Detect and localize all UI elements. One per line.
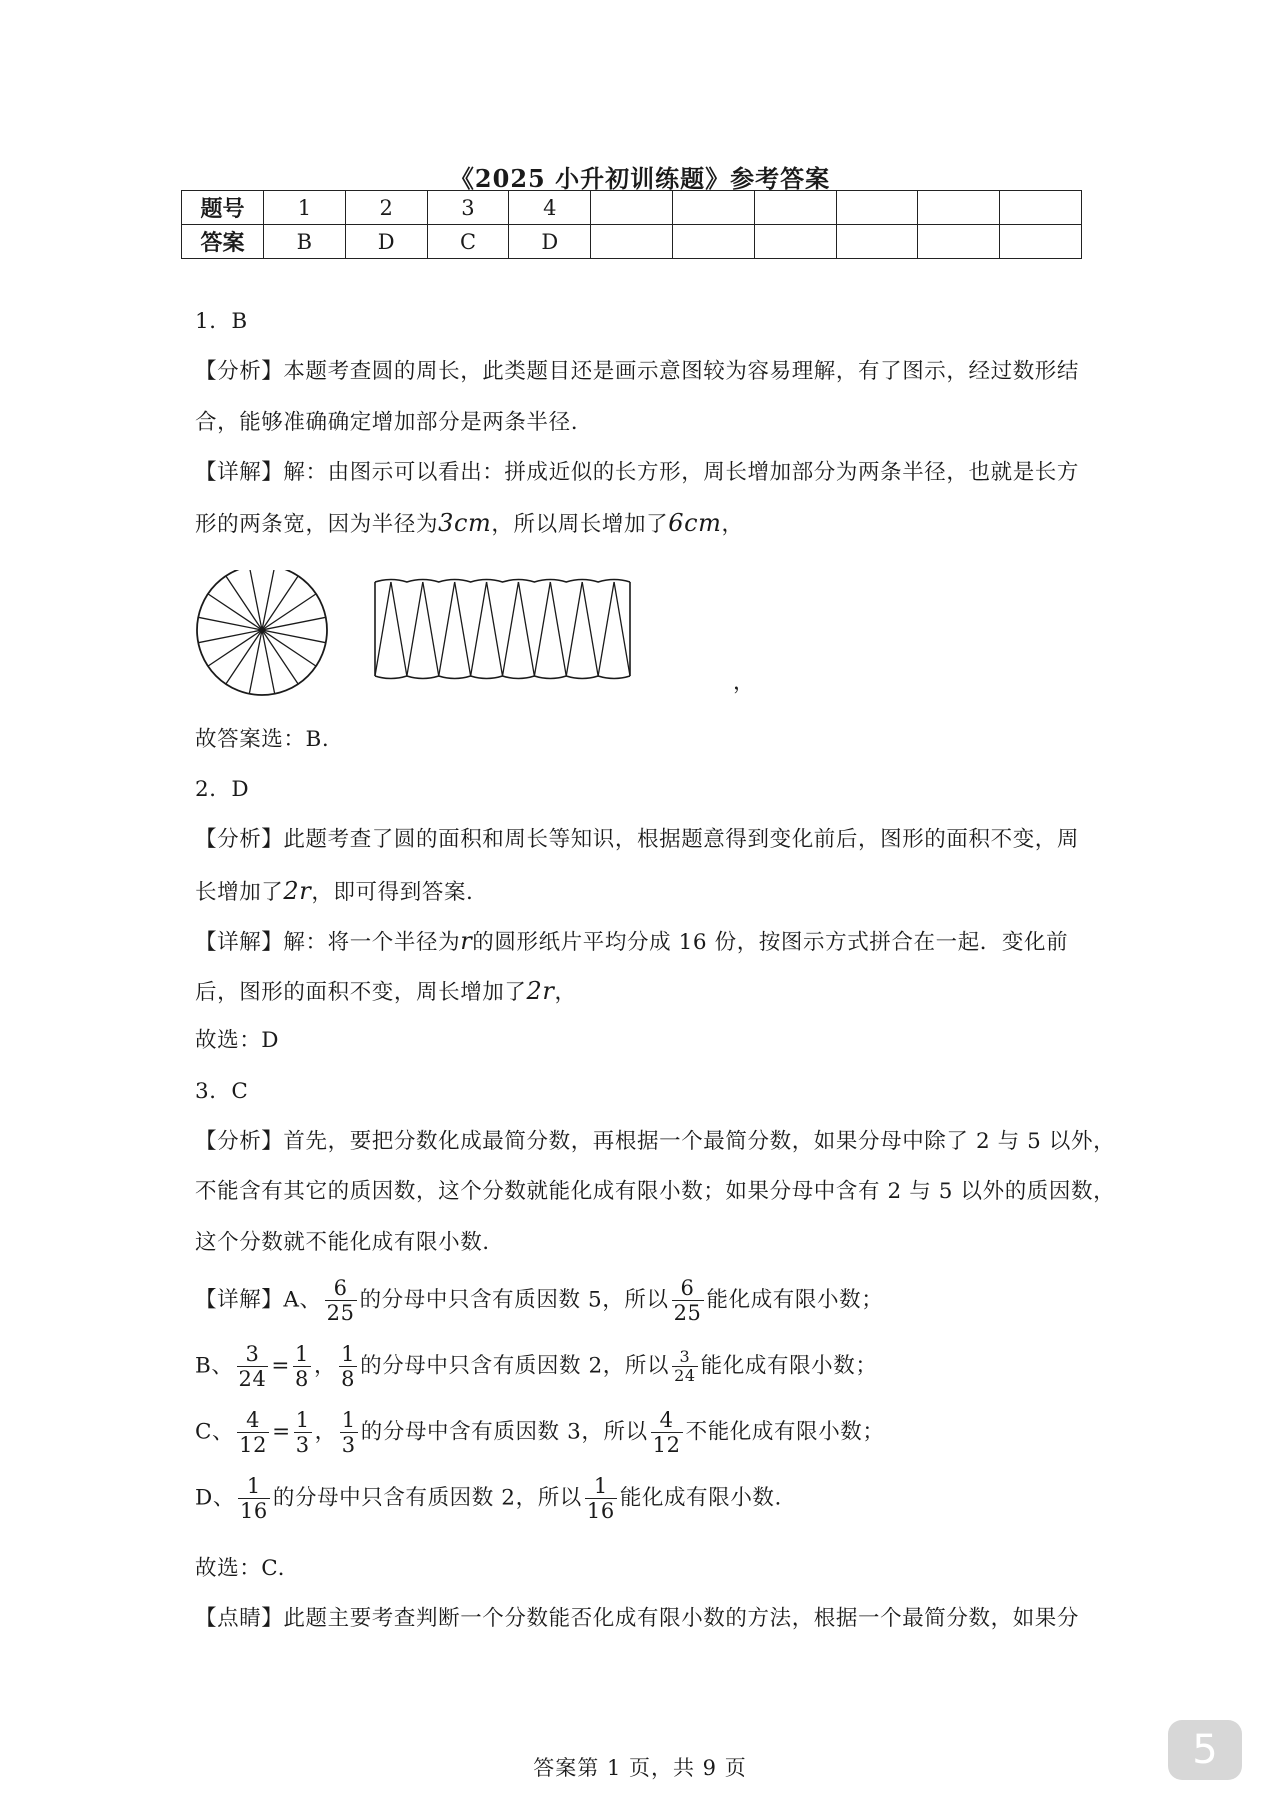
option-text: 能化成有限小数；: [700, 1353, 878, 1379]
numerator: 3: [679, 1347, 691, 1366]
page-number-badge: 5: [1168, 1720, 1242, 1780]
q3-header: 3．C: [195, 1079, 249, 1104]
numerator: 4: [246, 1408, 261, 1432]
sector-edge-line: [518, 582, 534, 676]
fraction: [293, 1342, 311, 1391]
denominator: 24: [238, 1367, 267, 1391]
q3-option-d: [195, 1474, 782, 1523]
figure-trailing-comma: ，: [733, 670, 756, 695]
math-expression: 2r: [283, 877, 312, 905]
option-text: 能化成有限小数；: [706, 1287, 884, 1313]
question-number-cell: [591, 191, 673, 225]
fraction: [651, 1408, 683, 1457]
approximate-rectangle: [375, 580, 630, 679]
equals-sign: =: [272, 1419, 291, 1445]
answer-cell: D: [345, 225, 427, 259]
q1-analysis-line: 【分析】本题考查圆的周长，此类题目还是画示意图较为容易理解，有了图示，经过数形结: [195, 359, 1080, 384]
answer-cell: [591, 225, 673, 259]
sector-edge-line: [487, 582, 503, 676]
row-label: 答案: [182, 225, 264, 259]
answer-cell: B: [264, 225, 346, 259]
q1-detail-text: ，: [721, 512, 744, 537]
q2-detail-line: [195, 976, 577, 1008]
numerator: 1: [246, 1474, 261, 1498]
sector-edge-line: [503, 582, 519, 676]
fraction: [672, 1276, 704, 1325]
radius-value: 3cm: [438, 509, 492, 537]
table-row: [182, 225, 1082, 259]
q2-analysis-line: [195, 876, 474, 908]
math-expression: 2r: [526, 977, 555, 1005]
numerator: 1: [593, 1474, 608, 1498]
sector-edge-line: [391, 582, 407, 676]
math-expression: r: [460, 927, 473, 955]
q3-option-a: [195, 1276, 883, 1325]
row-label: 题号: [182, 191, 264, 225]
numerator: 1: [295, 1342, 310, 1366]
sector-edge-line: [550, 582, 566, 676]
q1-analysis-line: 合，能够准确确定增加部分是两条半径.: [195, 410, 579, 435]
fraction: [339, 1342, 357, 1391]
sector-edge-line: [471, 582, 487, 676]
page-title: 《2025 小升初训练题》参考答案: [449, 164, 831, 193]
fraction: [238, 1474, 270, 1523]
denominator: 25: [326, 1301, 355, 1325]
perimeter-increase-value: 6cm: [668, 509, 722, 537]
answer-cell: [672, 225, 754, 259]
q1-conclusion: 故答案选：B.: [195, 727, 330, 752]
denominator: 8: [341, 1367, 356, 1391]
numerator: 4: [659, 1408, 674, 1432]
option-text: 【详解】A、: [195, 1287, 322, 1313]
q2-conclusion: 故选：D: [195, 1028, 280, 1053]
answer-cell: C: [427, 225, 509, 259]
numerator: 3: [245, 1342, 260, 1366]
q3-analysis-line: 【分析】首先，要把分数化成最简分数，再根据一个最简分数，如果分母中除了 2 与 5 以外，: [195, 1129, 1116, 1154]
sectored-circle: [197, 570, 327, 695]
answer-cell: [836, 225, 918, 259]
q2-detail-text: 的圆形纸片平均分成 16 份，按图示方式拼合在一起．变化前: [472, 930, 1069, 955]
q1-detail-line: [195, 508, 744, 540]
sector-edge-line: [582, 582, 598, 676]
option-text: 的分母中只含有质因数 5，所以: [359, 1287, 669, 1313]
table-row: [182, 191, 1082, 225]
numerator: 1: [295, 1408, 310, 1432]
sector-edge-line: [407, 582, 423, 676]
q2-header: 2．D: [195, 777, 250, 802]
question-number-cell: [754, 191, 836, 225]
question-number-cell: 4: [509, 191, 591, 225]
q3-comment: 【点睛】此题主要考查判断一个分数能否化成有限小数的方法，根据一个最简分数，如果分: [195, 1606, 1080, 1631]
fraction: [237, 1408, 269, 1457]
answer-cell: [1000, 225, 1082, 259]
denominator: 24: [674, 1366, 696, 1385]
option-text: 能化成有限小数.: [619, 1485, 782, 1511]
answer-cell: [918, 225, 1000, 259]
q1-detail-text: ，所以周长增加了: [491, 512, 669, 537]
page-footer: 答案第 1 页，共 9 页: [533, 1756, 747, 1780]
q3-conclusion: 故选：C.: [195, 1556, 286, 1581]
denominator: 8: [295, 1367, 310, 1391]
option-text: 的分母中只含有质因数 2，所以: [272, 1485, 582, 1511]
q1-header: 1．B: [195, 309, 248, 334]
q1-detail-text: 形的两条宽，因为半径为: [195, 512, 439, 537]
answer-cell: D: [509, 225, 591, 259]
q3-option-c: [195, 1408, 885, 1457]
equals-sign: =: [271, 1353, 291, 1379]
option-text: C、: [195, 1419, 235, 1445]
q2-detail-text: ，: [554, 980, 577, 1005]
answer-cell: [754, 225, 836, 259]
q3-analysis-line: 不能含有其它的质因数，这个分数就能化成有限小数；如果分母中含有 2 与 5 以外的质因数，: [195, 1179, 1116, 1204]
sector-edge-line: [455, 582, 471, 676]
denominator: 16: [586, 1499, 615, 1523]
q2-analysis-text: ，即可得到答案.: [311, 880, 474, 905]
sector-edge-line: [534, 582, 550, 676]
question-number-cell: 3: [427, 191, 509, 225]
sector-edge-line: [598, 582, 614, 676]
denominator: 12: [652, 1433, 681, 1457]
denominator: 16: [239, 1499, 268, 1523]
q1-detail-line: 【详解】解：由图示可以看出：拼成近似的长方形，周长增加部分为两条半径，也就是长方: [195, 460, 1080, 485]
fraction: [585, 1474, 617, 1523]
question-number-cell: [836, 191, 918, 225]
option-text: B、: [195, 1353, 234, 1379]
sector-edge-line: [614, 582, 630, 676]
q2-analysis-line: 【分析】此题考查了圆的面积和周长等知识，根据题意得到变化前后，图形的面积不变，周: [195, 827, 1080, 852]
q2-analysis-text: 长增加了: [195, 880, 284, 905]
question-number-cell: 1: [264, 191, 346, 225]
question-number-cell: [672, 191, 754, 225]
q2-detail-text: 后，图形的面积不变，周长增加了: [195, 980, 527, 1005]
question-number-cell: [1000, 191, 1082, 225]
q2-detail-line: [195, 926, 1068, 958]
question-number-cell: 2: [345, 191, 427, 225]
numerator: 6: [680, 1276, 695, 1300]
fraction: [294, 1408, 312, 1457]
denominator: 25: [673, 1301, 702, 1325]
circle-rearrangement-figure: [190, 570, 750, 710]
denominator: 12: [239, 1433, 268, 1457]
fraction: [340, 1408, 358, 1457]
q3-analysis-line: 这个分数就不能化成有限小数.: [195, 1230, 490, 1255]
option-text: 的分母中只含有质因数 2，所以: [360, 1353, 670, 1379]
sector-edge-line: [375, 582, 391, 676]
sector-edge-line: [439, 582, 455, 676]
option-text: 的分母中含有质因数 3，所以: [360, 1419, 648, 1445]
q3-option-b: [195, 1342, 877, 1391]
denominator: 3: [295, 1433, 310, 1457]
denominator: 3: [341, 1433, 356, 1457]
option-text: 不能化成有限小数；: [685, 1419, 885, 1445]
fraction: [672, 1348, 698, 1385]
option-text: ，: [314, 1419, 337, 1445]
sector-edge-line: [566, 582, 582, 676]
option-text: ，: [314, 1353, 337, 1379]
fraction: [237, 1342, 269, 1391]
fraction: [325, 1276, 357, 1325]
option-text: D、: [195, 1485, 235, 1511]
q2-detail-text: 【详解】解：将一个半径为: [195, 930, 461, 955]
numerator: 6: [333, 1276, 348, 1300]
numerator: 1: [341, 1342, 356, 1366]
question-number-cell: [918, 191, 1000, 225]
answer-table: [181, 190, 1082, 259]
numerator: 1: [341, 1408, 356, 1432]
sector-edge-line: [423, 582, 439, 676]
